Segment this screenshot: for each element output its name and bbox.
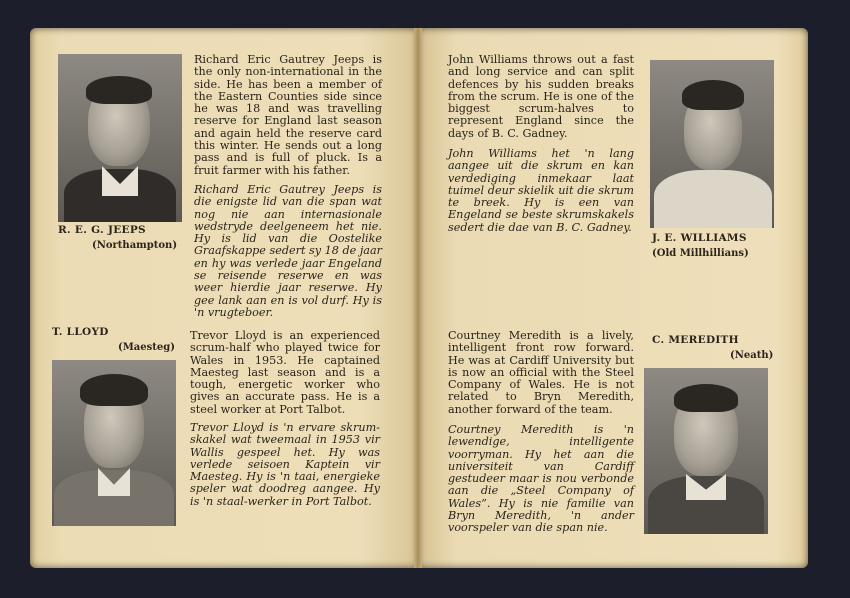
williams-bio-english: John Williams throws out a fast and long service and can split defences by his sudden breaks from the scrum. He is one of the biggest scrum-halves to represent England since the days of B. C. Gadney.	[448, 53, 634, 140]
booklet	[30, 28, 808, 568]
jeeps-bio-english: Richard Eric Gautrey Jeeps is the only non-international in the side. He has been a member of the Eastern Counties side since he was 18 and was travelling reserve for England last season and again held the reserve card this winter. He sends out a long pass and is full of pluck. Is a fruit farmer with his father.	[194, 53, 382, 177]
jeeps-bio-afrikaans: Richard Eric Gautrey Jeeps is die enigste lid van die span wat nog nie aan internasionale wedstryde deelgeneem het nie. Hy is lid van die Oostelike Graafskappe sedert sy 18 de jaar en hy was verlede jaar Engeland se reisende reserwe en was weer hierdie jaar reserwe. Hy gee lank aan en is vol durf. Hy is 'n vrugteboer.	[194, 183, 382, 319]
meredith-bio-english: Courtney Meredith is a lively, intelligent front row forward. He was at Cardiff University but is now an official with the Steel Company of Wales. He is not related to Bryn Meredith, another forward of the team.	[448, 329, 634, 416]
jeeps-club: (Northampton)	[92, 240, 178, 251]
book-gutter	[414, 28, 422, 568]
lloyd-photo	[52, 360, 176, 526]
meredith-club: (Neath)	[730, 350, 774, 361]
lloyd-bio-afrikaans: Trevor Lloyd is 'n ervare skrum-skakel wat tweemaal in 1953 vir Wallis gespeel het. Hy was verlede seisoen Kaptein vir Maesteg. Hy is 'n taai, energieke speler wat doodreg aangee. Hy is 'n staal-werker in Port Talbot.	[190, 421, 380, 508]
meredith-photo	[644, 368, 768, 534]
williams-club: (Old Millhillians)	[652, 248, 749, 259]
williams-bio-afrikaans: John Williams het 'n lang aangee uit die skrum en kan verdediging inmekaar laat tuimel deur skielik uit die skrum te breek. Hy is een van Engeland se beste skrumskakels sedert die dae van B. C. Gadney.	[448, 147, 634, 234]
lloyd-bio-english: Trevor Lloyd is an experienced scrum-half who played twice for Wales in 1953. He captained Maesteg last season and is a tough, energetic worker who gives an accurate pass. He is a steel worker at Port Talbot.	[190, 329, 380, 416]
williams-photo	[650, 60, 774, 228]
jeeps-name: R. E. G. JEEPS	[58, 224, 146, 236]
lloyd-club: (Maesteg)	[118, 342, 175, 353]
williams-name: J. E. WILLIAMS	[652, 232, 747, 244]
jeeps-photo	[58, 54, 182, 222]
lloyd-name: T. LLOYD	[52, 326, 109, 338]
meredith-name: C. MEREDITH	[652, 334, 739, 346]
meredith-bio-afrikaans: Courtney Meredith is 'n lewendige, intelligente voorryman. Hy het aan die universiteit van Cardiff gestudeer maar is nou verbonde aan die „Steel Company of Wales”. Hy is nie familie van Bryn Meredith, 'n ander voorspeler van die span nie.	[448, 423, 634, 535]
